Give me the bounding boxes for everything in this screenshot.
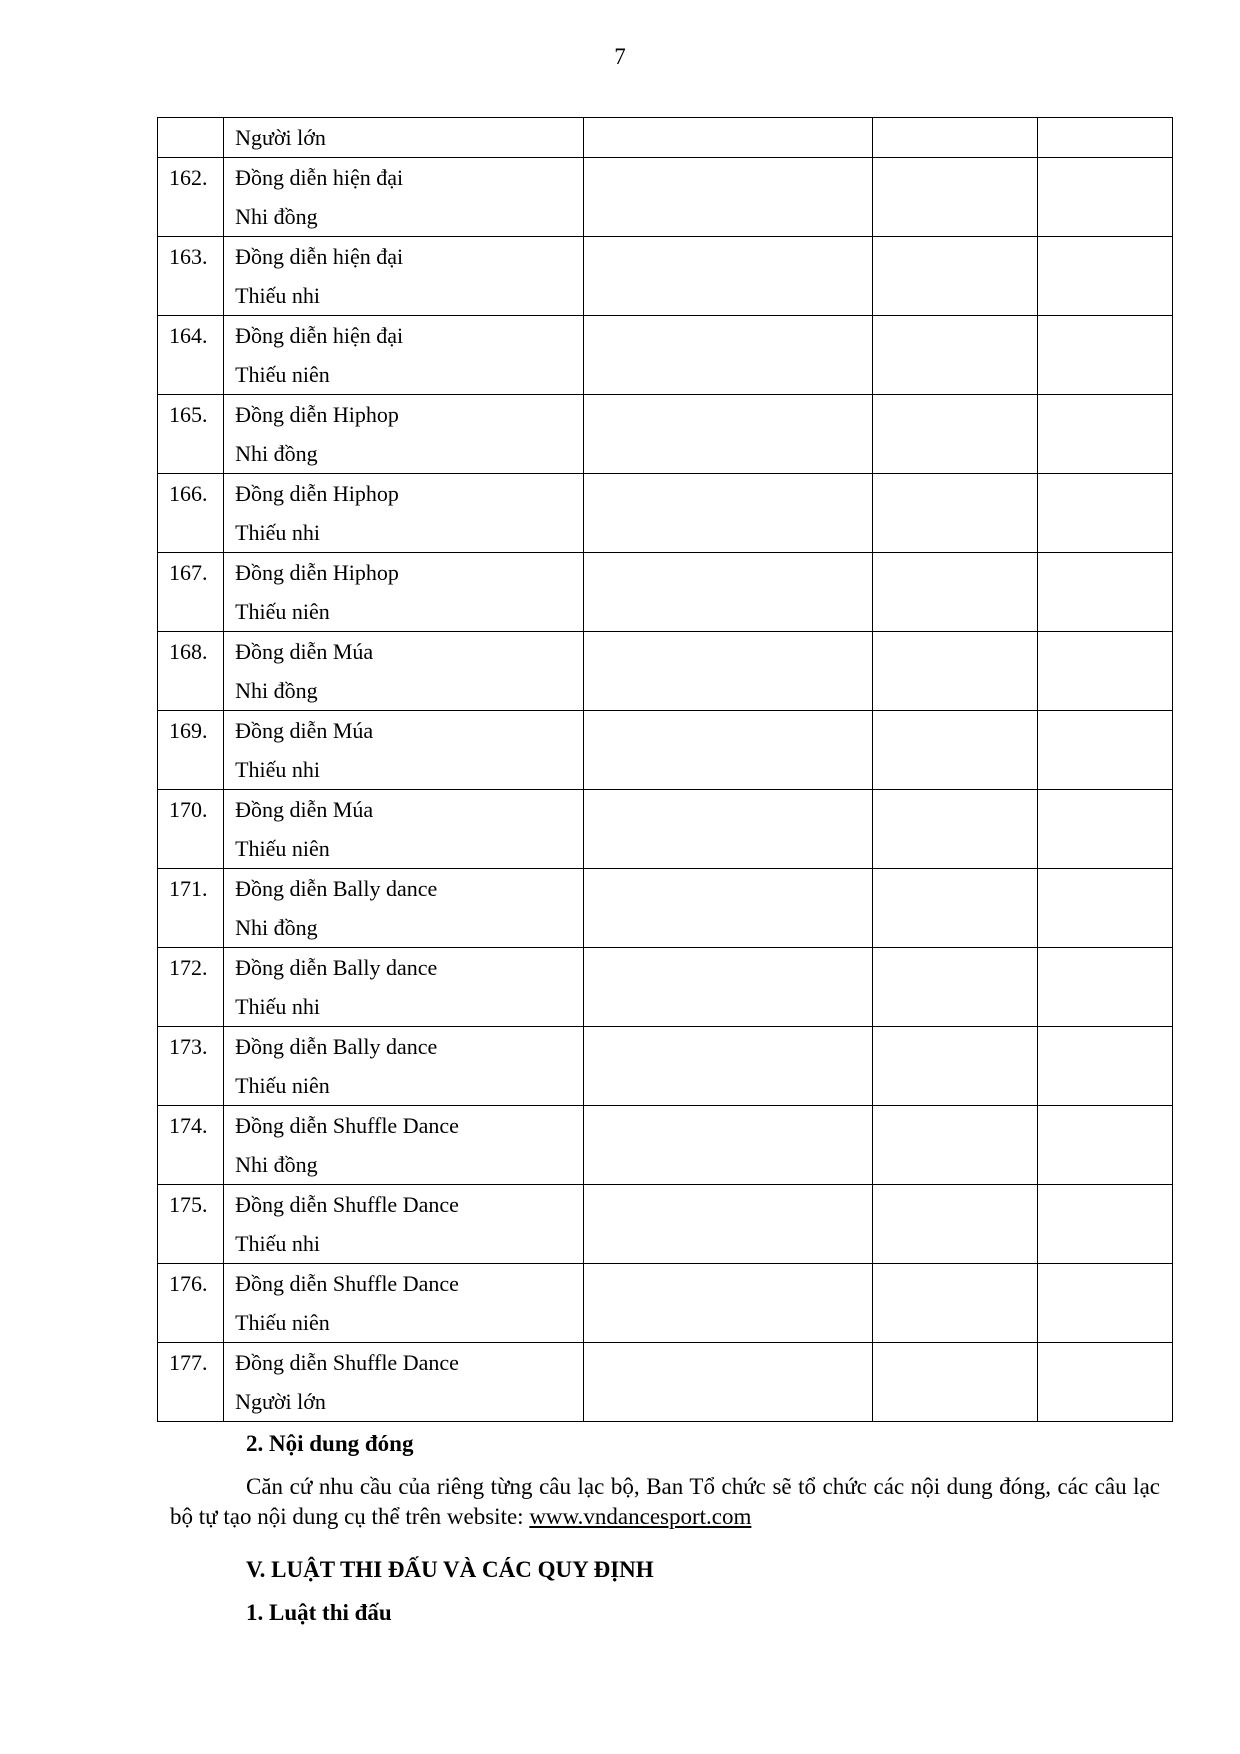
- empty-cell: [584, 553, 872, 632]
- event-title: Đồng diễn hiện đại: [235, 165, 404, 190]
- paragraph-text: Căn cứ nhu cầu của riêng từng câu lạc bộ, Ban Tổ chức sẽ tổ chức các nội dung đóng, các câu lạc bộ tự tạo nội dung cụ thể trên website:: [170, 1474, 1160, 1529]
- event-name-cell: [224, 395, 584, 474]
- empty-cell: [872, 1343, 1037, 1422]
- event-title: Đồng diễn Bally dance: [235, 955, 438, 980]
- row-number-cell: [158, 474, 224, 553]
- empty-cell: [584, 1027, 872, 1106]
- table-row: [158, 1106, 1173, 1185]
- row-number-cell: [158, 395, 224, 474]
- empty-cell: [584, 632, 872, 711]
- event-category: Thiếu niên: [235, 599, 330, 624]
- empty-cell: [1037, 158, 1172, 237]
- row-number-cell: [158, 632, 224, 711]
- empty-cell: [584, 869, 872, 948]
- row-number: 163.: [169, 244, 208, 269]
- empty-cell: [584, 948, 872, 1027]
- empty-cell: [872, 711, 1037, 790]
- event-name-cell: [224, 1027, 584, 1106]
- event-title: Đồng diễn Shuffle Dance: [235, 1350, 459, 1375]
- empty-cell: [872, 316, 1037, 395]
- table-row: [158, 395, 1173, 474]
- event-category: Thiếu nhi: [235, 994, 320, 1019]
- empty-cell: [1037, 1185, 1172, 1264]
- event-category: Thiếu niên: [235, 836, 330, 861]
- event-category: Nhi đồng: [235, 1152, 318, 1177]
- empty-cell: [872, 1264, 1037, 1343]
- table-row: [158, 948, 1173, 1027]
- empty-cell: [584, 1185, 872, 1264]
- event-name-cell: [224, 711, 584, 790]
- subsection-heading-competition-rules: 1. Luật thi đấu: [246, 1600, 392, 1625]
- empty-cell: [872, 1185, 1037, 1264]
- row-number-cell: [158, 1027, 224, 1106]
- table-row: [158, 118, 1173, 158]
- closed-events-paragraph: [170, 1472, 1160, 1532]
- event-title: Đồng diễn Hiphop: [235, 560, 399, 585]
- event-title: Đồng diễn Hiphop: [235, 402, 399, 427]
- event-title: Đồng diễn Múa: [235, 718, 374, 743]
- empty-cell: [1037, 1343, 1172, 1422]
- page-number: 7: [614, 44, 626, 69]
- empty-cell: [872, 395, 1037, 474]
- event-title: Đồng diễn Shuffle Dance: [235, 1192, 459, 1217]
- section-heading-closed-events: 2. Nội dung đóng: [246, 1431, 414, 1456]
- empty-cell: [872, 790, 1037, 869]
- row-number-cell: [158, 316, 224, 395]
- empty-cell: [1037, 711, 1172, 790]
- table-row: [158, 1264, 1173, 1343]
- table-row: [158, 237, 1173, 316]
- empty-cell: [584, 237, 872, 316]
- empty-cell: [872, 118, 1037, 158]
- table-row: [158, 869, 1173, 948]
- event-name-cell: [224, 316, 584, 395]
- empty-cell: [1037, 1027, 1172, 1106]
- event-name-cell: [224, 1106, 584, 1185]
- table-row: [158, 790, 1173, 869]
- row-number-cell: [158, 237, 224, 316]
- events-table: [157, 117, 1173, 1422]
- event-category: Thiếu nhi: [235, 520, 320, 545]
- event-name-cell: [224, 1185, 584, 1264]
- row-number-cell: [158, 1264, 224, 1343]
- empty-cell: [1037, 118, 1172, 158]
- event-category: Người lớn: [235, 1389, 326, 1414]
- empty-cell: [1037, 1106, 1172, 1185]
- row-number-cell: [158, 1106, 224, 1185]
- empty-cell: [872, 632, 1037, 711]
- row-number-cell: [158, 869, 224, 948]
- row-number: 173.: [169, 1034, 208, 1059]
- empty-cell: [584, 474, 872, 553]
- empty-cell: [1037, 395, 1172, 474]
- empty-cell: [1037, 632, 1172, 711]
- empty-cell: [1037, 948, 1172, 1027]
- row-number: 162.: [169, 165, 208, 190]
- event-name-cell: [224, 632, 584, 711]
- empty-cell: [1037, 869, 1172, 948]
- row-number: 165.: [169, 402, 208, 427]
- empty-cell: [584, 118, 872, 158]
- event-title: Đồng diễn Múa: [235, 797, 374, 822]
- table-row: [158, 553, 1173, 632]
- empty-cell: [872, 1106, 1037, 1185]
- row-number-cell: [158, 1343, 224, 1422]
- section-heading-rules: V. LUẬT THI ĐẤU VÀ CÁC QUY ĐỊNH: [246, 1557, 654, 1582]
- row-number-cell: [158, 1185, 224, 1264]
- event-title: Đồng diễn Múa: [235, 639, 374, 664]
- table-row: [158, 316, 1173, 395]
- empty-cell: [1037, 790, 1172, 869]
- empty-cell: [584, 158, 872, 237]
- empty-cell: [872, 158, 1037, 237]
- row-number: 166.: [169, 481, 208, 506]
- row-number: 170.: [169, 797, 208, 822]
- event-category: Thiếu nhi: [235, 1231, 320, 1256]
- event-name-cell: [224, 790, 584, 869]
- row-number: 171.: [169, 876, 208, 901]
- empty-cell: [872, 948, 1037, 1027]
- empty-cell: [872, 1027, 1037, 1106]
- event-name-cell: [224, 158, 584, 237]
- website-link[interactable]: www.vndancesport.com: [529, 1504, 752, 1529]
- event-category: Thiếu niên: [235, 1073, 330, 1098]
- table-row: [158, 632, 1173, 711]
- row-number-cell: [158, 711, 224, 790]
- empty-cell: [1037, 237, 1172, 316]
- event-name-cell: [224, 118, 584, 158]
- empty-cell: [584, 1264, 872, 1343]
- row-number: 172.: [169, 955, 208, 980]
- event-title: Đồng diễn Shuffle Dance: [235, 1271, 459, 1296]
- row-number: 168.: [169, 639, 208, 664]
- empty-cell: [1037, 316, 1172, 395]
- empty-cell: [1037, 474, 1172, 553]
- event-category: Thiếu niên: [235, 362, 330, 387]
- event-title: Đồng diễn Bally dance: [235, 876, 438, 901]
- empty-cell: [584, 1106, 872, 1185]
- empty-cell: [584, 790, 872, 869]
- empty-cell: [872, 869, 1037, 948]
- event-name-cell: [224, 474, 584, 553]
- event-title: Đồng diễn Shuffle Dance: [235, 1113, 459, 1138]
- table-row: [158, 1027, 1173, 1106]
- row-number-cell: [158, 790, 224, 869]
- row-number: 167.: [169, 560, 208, 585]
- table-row: [158, 1343, 1173, 1422]
- event-title: Đồng diễn hiện đại: [235, 244, 404, 269]
- event-name-cell: [224, 869, 584, 948]
- event-title: Đồng diễn Hiphop: [235, 481, 399, 506]
- empty-cell: [584, 395, 872, 474]
- row-number: 169.: [169, 718, 208, 743]
- empty-cell: [584, 711, 872, 790]
- row-number: 175.: [169, 1192, 208, 1217]
- event-category: Thiếu nhi: [235, 757, 320, 782]
- event-title: Đồng diễn hiện đại: [235, 323, 404, 348]
- row-number-cell: [158, 118, 224, 158]
- table-row: [158, 474, 1173, 553]
- event-name-cell: [224, 553, 584, 632]
- table-row: [158, 1185, 1173, 1264]
- empty-cell: [872, 553, 1037, 632]
- row-number-cell: [158, 158, 224, 237]
- row-number: 177.: [169, 1350, 208, 1375]
- event-category: Thiếu nhi: [235, 283, 320, 308]
- row-number-cell: [158, 948, 224, 1027]
- row-number: 164.: [169, 323, 208, 348]
- event-title: Đồng diễn Bally dance: [235, 1034, 438, 1059]
- event-category: Nhi đồng: [235, 915, 318, 940]
- event-category: Người lớn: [235, 125, 326, 150]
- event-name-cell: [224, 948, 584, 1027]
- empty-cell: [1037, 1264, 1172, 1343]
- table-row: [158, 158, 1173, 237]
- empty-cell: [872, 474, 1037, 553]
- empty-cell: [584, 1343, 872, 1422]
- empty-cell: [1037, 553, 1172, 632]
- row-number: 176.: [169, 1271, 208, 1296]
- row-number: 174.: [169, 1113, 208, 1138]
- event-name-cell: [224, 237, 584, 316]
- empty-cell: [872, 237, 1037, 316]
- event-category: Nhi đồng: [235, 678, 318, 703]
- row-number-cell: [158, 553, 224, 632]
- event-category: Nhi đồng: [235, 204, 318, 229]
- event-category: Nhi đồng: [235, 441, 318, 466]
- empty-cell: [584, 316, 872, 395]
- table-row: [158, 711, 1173, 790]
- event-name-cell: [224, 1343, 584, 1422]
- event-category: Thiếu niên: [235, 1310, 330, 1335]
- event-name-cell: [224, 1264, 584, 1343]
